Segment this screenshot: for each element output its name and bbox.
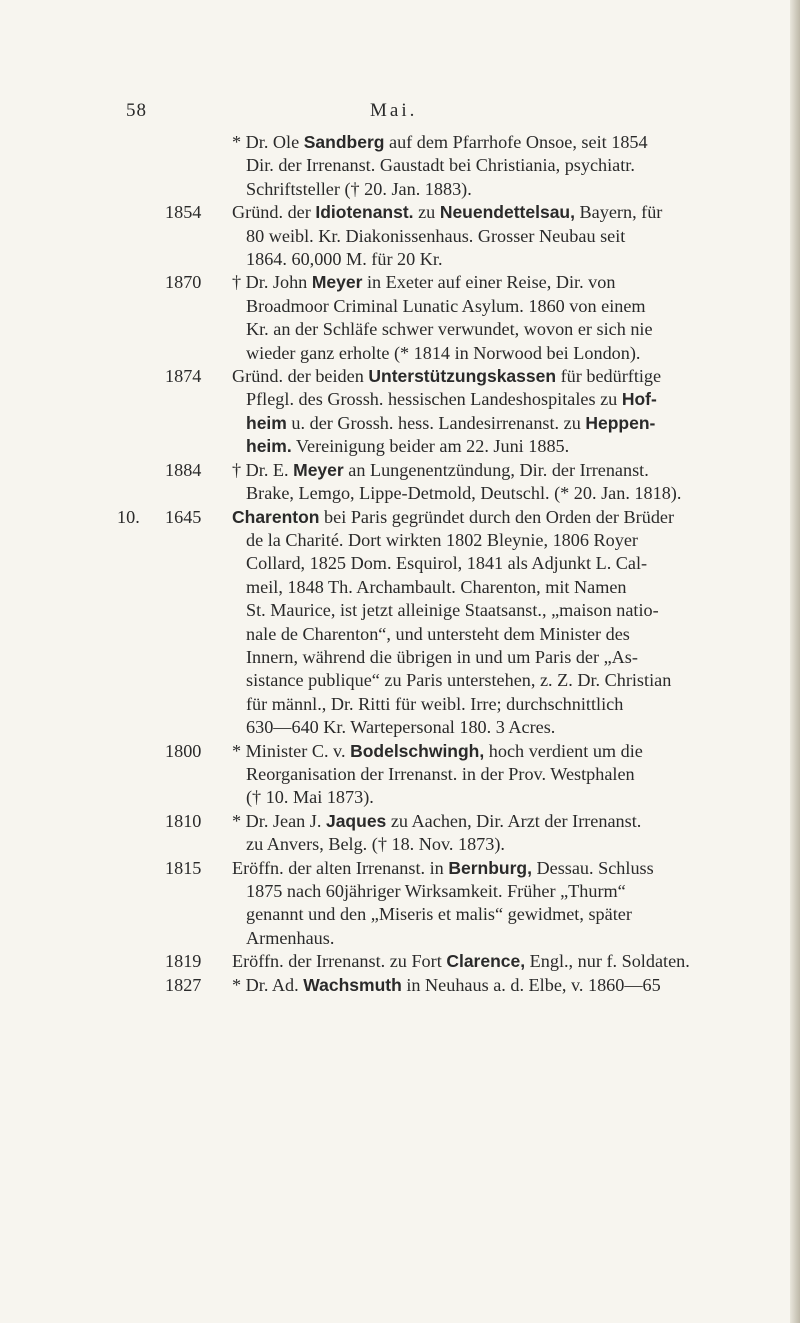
entry-text-line: * Minister C. v. Bodelschwingh, hoch verdient um die bbox=[232, 740, 643, 761]
bold-name: heim bbox=[246, 412, 287, 433]
entry-year: 1645 bbox=[165, 506, 202, 527]
bold-name: Jaques bbox=[325, 810, 387, 831]
page-header bbox=[0, 100, 800, 130]
entry-text-line: († 10. Mai 1873). bbox=[246, 787, 374, 808]
entry-year: 1854 bbox=[165, 202, 202, 223]
bold-name: Wachsmuth bbox=[303, 974, 402, 995]
bold-name: Neuendettelsau, bbox=[439, 202, 575, 223]
entry-text-line: 80 weibl. Kr. Diakonissenhaus. Grosser Neubau seit bbox=[246, 225, 626, 246]
entry-text-line: zu Anvers, Belg. († 18. Nov. 1873). bbox=[246, 834, 505, 855]
entry-text-line: heim u. der Grossh. hess. Landesirrenanst. zu Heppen- bbox=[246, 412, 656, 433]
chronicle-entry bbox=[0, 810, 800, 857]
bold-name: Bodelschwingh, bbox=[350, 740, 485, 761]
entry-text-line: Innern, während die übrigen in und um Paris der „As- bbox=[246, 646, 638, 667]
entry-text-line: meil, 1848 Th. Archambault. Charenton, mit Namen bbox=[246, 576, 627, 597]
chronicle-entry bbox=[0, 459, 800, 506]
entry-text-line: Gründ. der beiden Unterstützungskassen für bedürftige bbox=[232, 366, 662, 387]
bold-name: Idiotenanst. bbox=[315, 202, 414, 223]
chronicle-entry bbox=[0, 506, 800, 740]
bold-name: Heppen- bbox=[585, 412, 656, 433]
bold-name: Hof- bbox=[621, 389, 657, 410]
chronicle-entry bbox=[0, 131, 800, 201]
chronicle-entry bbox=[0, 950, 800, 973]
entry-text-line: 1864. 60,000 M. für 20 Kr. bbox=[246, 249, 443, 270]
entry-text-line: * Dr. Ad. Wachsmuth in Neuhaus a. d. Elbe, v. 1860—65 bbox=[232, 974, 661, 995]
entry-text-line: * Dr. Ole Sandberg auf dem Pfarrhofe Onsoe, seit 1854 bbox=[232, 132, 648, 152]
bold-name: Meyer bbox=[311, 272, 363, 293]
entry-text-line: Pflegl. des Grossh. hessischen Landeshospitales zu Hof- bbox=[246, 389, 657, 410]
entry-year: 1810 bbox=[165, 810, 202, 831]
entry-text-line: für männl., Dr. Ritti für weibl. Irre; durchschnittlich bbox=[246, 693, 624, 714]
entry-text-line: † Dr. John Meyer in Exeter auf einer Reise, Dir. von bbox=[232, 272, 616, 293]
bold-name: Meyer bbox=[293, 459, 344, 480]
entry-year: 1874 bbox=[165, 366, 202, 387]
entry-year: 1819 bbox=[165, 951, 202, 972]
chronicle-entry bbox=[0, 201, 800, 271]
entry-text-line: 1875 nach 60jähriger Wirksamkeit. Früher „Thurm“ bbox=[246, 881, 626, 901]
entry-text-line: Brake, Lemgo, Lippe-Detmold, Deutschl. (* 20. Jan. 1818). bbox=[246, 483, 682, 504]
entry-text-line: genannt und den „Miseris et malis“ gewidmet, später bbox=[246, 904, 632, 925]
entry-year: 1815 bbox=[165, 857, 202, 878]
entry-text-line: Gründ. der Idiotenanst. zu Neuendettelsau, Bayern, für bbox=[232, 202, 663, 223]
bold-name: heim. bbox=[246, 436, 292, 457]
bold-name: Charenton bbox=[232, 506, 320, 527]
entry-text-line: Dir. der Irrenanst. Gaustadt bei Christiania, psychiatr. bbox=[246, 155, 635, 176]
entry-text-line: * Dr. Jean J. Jaques zu Aachen, Dir. Arzt der Irrenanst. bbox=[232, 810, 642, 831]
entry-text-line: wieder ganz erholte (* 1814 in Norwood bei London). bbox=[246, 342, 641, 363]
entry-year: 1827 bbox=[165, 974, 202, 995]
entry-day-number: 10. bbox=[117, 506, 140, 527]
bold-name: Bernburg, bbox=[448, 857, 532, 878]
entry-text-line: sistance publique“ zu Paris unterstehen, z. Z. Dr. Christian bbox=[246, 670, 672, 691]
entry-text-line: heim. Vereinigung beider am 22. Juni 1885. bbox=[246, 436, 570, 457]
page-number: 58 bbox=[126, 100, 147, 121]
chronicle-entry bbox=[0, 740, 800, 810]
chronicle-entry bbox=[0, 365, 800, 459]
entry-year: 1870 bbox=[165, 272, 202, 293]
entry-text-line: Eröffn. der Irrenanst. zu Fort Clarence, Engl., nur f. Soldaten. bbox=[232, 951, 690, 972]
chronicle-entries bbox=[0, 131, 800, 997]
entry-text-line: nale de Charenton“, und untersteht dem Minister des bbox=[246, 623, 630, 644]
entry-text-line: Broadmoor Criminal Lunatic Asylum. 1860 von einem bbox=[246, 295, 646, 316]
entry-text-line: † Dr. E. Meyer an Lungenentzündung, Dir. der Irrenanst. bbox=[232, 459, 649, 480]
chronicle-entry bbox=[0, 974, 800, 997]
bold-name: Sandberg bbox=[303, 132, 385, 152]
entry-text-line: St. Maurice, ist jetzt alleinige Staatsanst., „maison natio- bbox=[246, 600, 659, 621]
entry-text-line: Kr. an der Schläfe schwer verwundet, wovon er sich nie bbox=[246, 319, 653, 340]
entry-year: 1884 bbox=[165, 459, 202, 480]
bold-name: Clarence, bbox=[446, 951, 526, 972]
entry-text-line: Reorganisation der Irrenanst. in der Prov. Westphalen bbox=[246, 763, 635, 784]
entry-text-line: Charenton bei Paris gegründet durch den Orden der Brüder bbox=[232, 506, 675, 527]
entry-text-line: Collard, 1825 Dom. Esquirol, 1841 als Adjunkt L. Cal- bbox=[246, 553, 648, 574]
entry-text-line: Schriftsteller († 20. Jan. 1883). bbox=[246, 178, 472, 199]
chronicle-entry bbox=[0, 857, 800, 951]
entry-text-line: Armenhaus. bbox=[246, 927, 335, 948]
entry-text-line: 630—640 Kr. Wartepersonal 180. 3 Acres. bbox=[246, 717, 556, 738]
entry-year: 1800 bbox=[165, 740, 202, 761]
running-head: Mai. bbox=[370, 100, 418, 121]
entry-text-line: de la Charité. Dort wirkten 1802 Bleynie, 1806 Royer bbox=[246, 529, 638, 550]
chronicle-entry bbox=[0, 271, 800, 365]
entry-text-line: Eröffn. der alten Irrenanst. in Bernburg, Dessau. Schluss bbox=[232, 857, 654, 878]
bold-name: Unterstützungskassen bbox=[368, 366, 557, 387]
